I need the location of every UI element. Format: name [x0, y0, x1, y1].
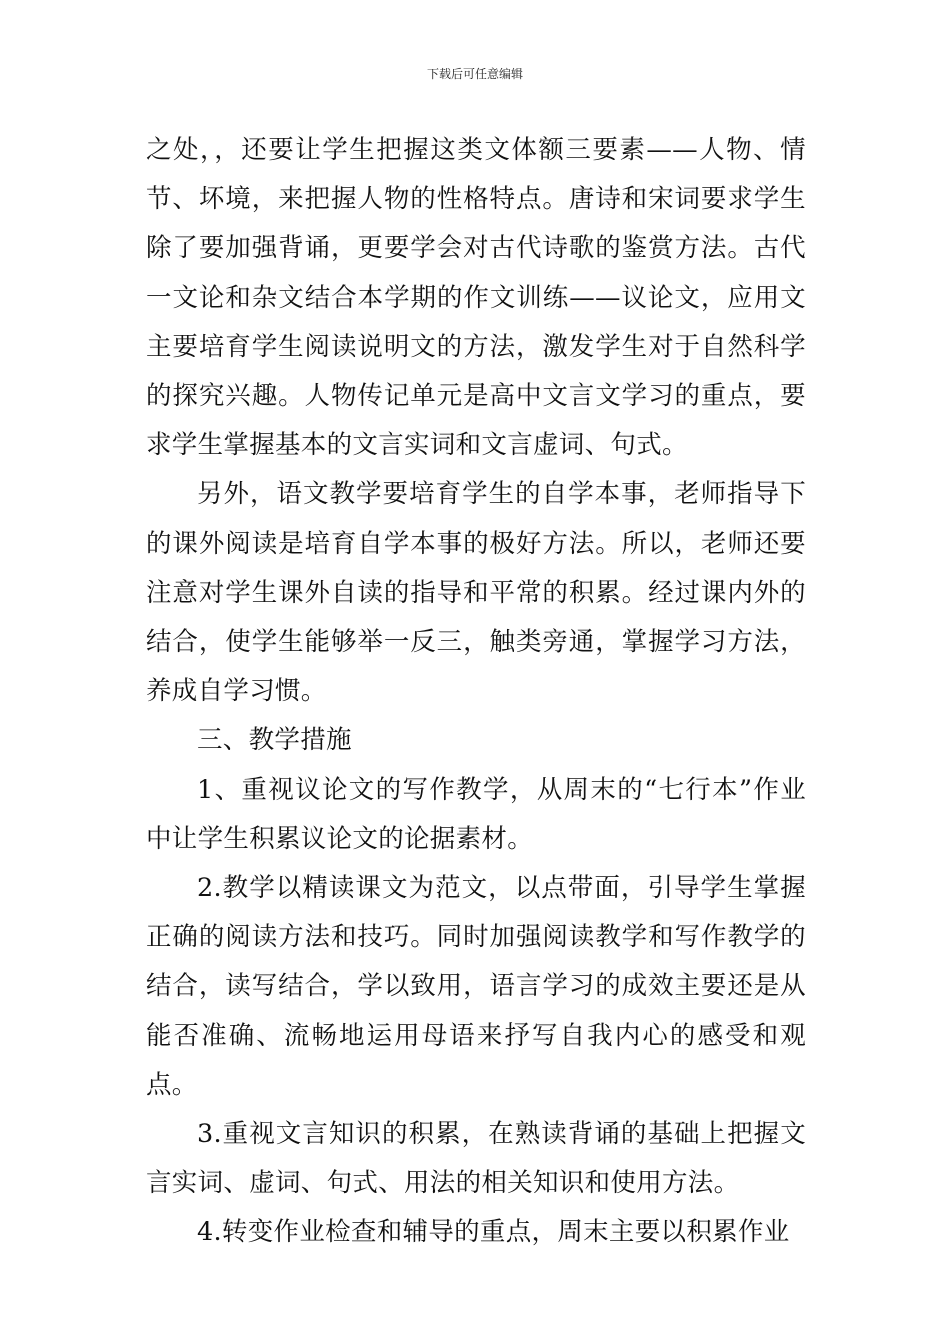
list-item-4: 4.转变作业检查和辅导的重点，周末主要以积累作业 — [197, 1217, 790, 1248]
list-item-1: 1、重视议论文的写作教学，从周末的“七行本”作业中让学生积累议论文的论据素材。 — [146, 774, 806, 854]
page-header: 下载后可任意编辑 — [426, 67, 523, 81]
paragraph-1: 之处，，还要让学生把握这类文体额三要素——人物、情节、坏境，来把握人物的性格特点。唐诗和宋词要求学生除了要加强背诵，更要学会对古代诗歌的鉴赏方法。古代一文论和杂文结合本学期的作文训练——议论文，应用文主要培育学生阅读说明文的方法，激发学生对于自然科学的探究兴趣。人物传记单元是高中文言文学习的重点，要求学生掌握基本的文言实词和文言虚词、句式。 — [146, 135, 806, 461]
document-body — [146, 126, 806, 1258]
paragraph-2: 另外，语文教学要培育学生的自学本事，老师指导下的课外阅读是培育自学本事的极好方法。所以，老师还要注意对学生课外自读的指导和平常的积累。经过课内外的结合，使学生能够举一反三，触类旁通，掌握学习方法，养成自学习惯。 — [146, 479, 806, 707]
section-heading: 三、教学措施 — [197, 725, 352, 756]
list-item-3: 3.重视文言知识的积累，在熟读背诵的基础上把握文言实词、虚词、句式、用法的相关知识和使用方法。 — [146, 1119, 806, 1199]
list-item-2: 2.教学以精读课文为范文，以点带面，引导学生掌握正确的阅读方法和技巧。同时加强阅读教学和写作教学的结合，读写结合，学以致用，语言学习的成效主要还是从能否准确、流畅地运用母语来抒写自我内心的感受和观点。 — [146, 873, 806, 1100]
